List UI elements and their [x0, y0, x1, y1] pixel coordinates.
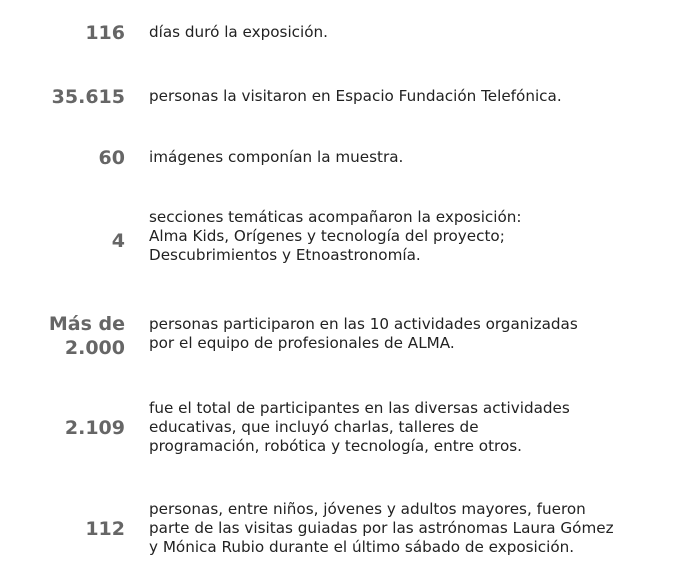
stat-description-line: personas participaron en las 10 actividades organizadas	[149, 315, 578, 333]
stat-value-line: 4	[111, 230, 125, 252]
stat-value-line: 112	[85, 518, 125, 540]
stat-description	[149, 23, 674, 42]
stat-description-line: secciones temáticas acompañaron la exposición:	[149, 208, 522, 226]
stat-description-line: días duró la exposición.	[149, 23, 329, 41]
stat-value-line: Más de	[48, 313, 125, 335]
stat-description-line: parte de las visitas guiadas por las astrónomas Laura Gómez	[149, 519, 614, 537]
stat-description-line: personas la visitaron en Espacio Fundación Telefónica.	[149, 87, 562, 105]
stat-value	[112, 229, 125, 253]
stat-value-line: 2.109	[64, 417, 125, 439]
stat-description-line: educativas, que incluyó charlas, talleres de	[149, 418, 479, 436]
stat-description-line: personas, entre niños, jóvenes y adultos mayores, fueron	[149, 500, 586, 518]
stat-description	[149, 208, 674, 265]
stat-value	[85, 21, 125, 45]
stat-value	[85, 517, 125, 541]
stat-description-line: programación, robótica y tecnología, entre otros.	[149, 437, 522, 455]
stat-value-line: 35.615	[51, 86, 125, 108]
stat-value-line: 116	[85, 22, 125, 44]
stat-value-line: 2.000	[64, 337, 125, 359]
stat-description	[149, 315, 674, 353]
stat-description	[149, 148, 674, 167]
stat-description-line: por el equipo de profesionales de ALMA.	[149, 334, 455, 352]
stat-value-line: 60	[98, 147, 125, 169]
stat-description-line: fue el total de participantes en las diversas actividades	[149, 399, 570, 417]
stat-description-line: imágenes componían la muestra.	[149, 148, 404, 166]
stat-value	[65, 416, 125, 440]
stat-description-line: y Mónica Rubio durante el último sábado de exposición.	[149, 538, 575, 556]
stat-description-line: Descubrimientos y Etnoastronomía.	[149, 246, 421, 264]
stat-value	[99, 146, 125, 170]
stat-value	[49, 312, 125, 360]
stat-value	[52, 85, 125, 109]
stat-description	[149, 399, 674, 456]
stat-description	[149, 500, 674, 557]
stat-description-line: Alma Kids, Orígenes y tecnología del proyecto;	[149, 227, 505, 245]
stat-description	[149, 87, 674, 106]
